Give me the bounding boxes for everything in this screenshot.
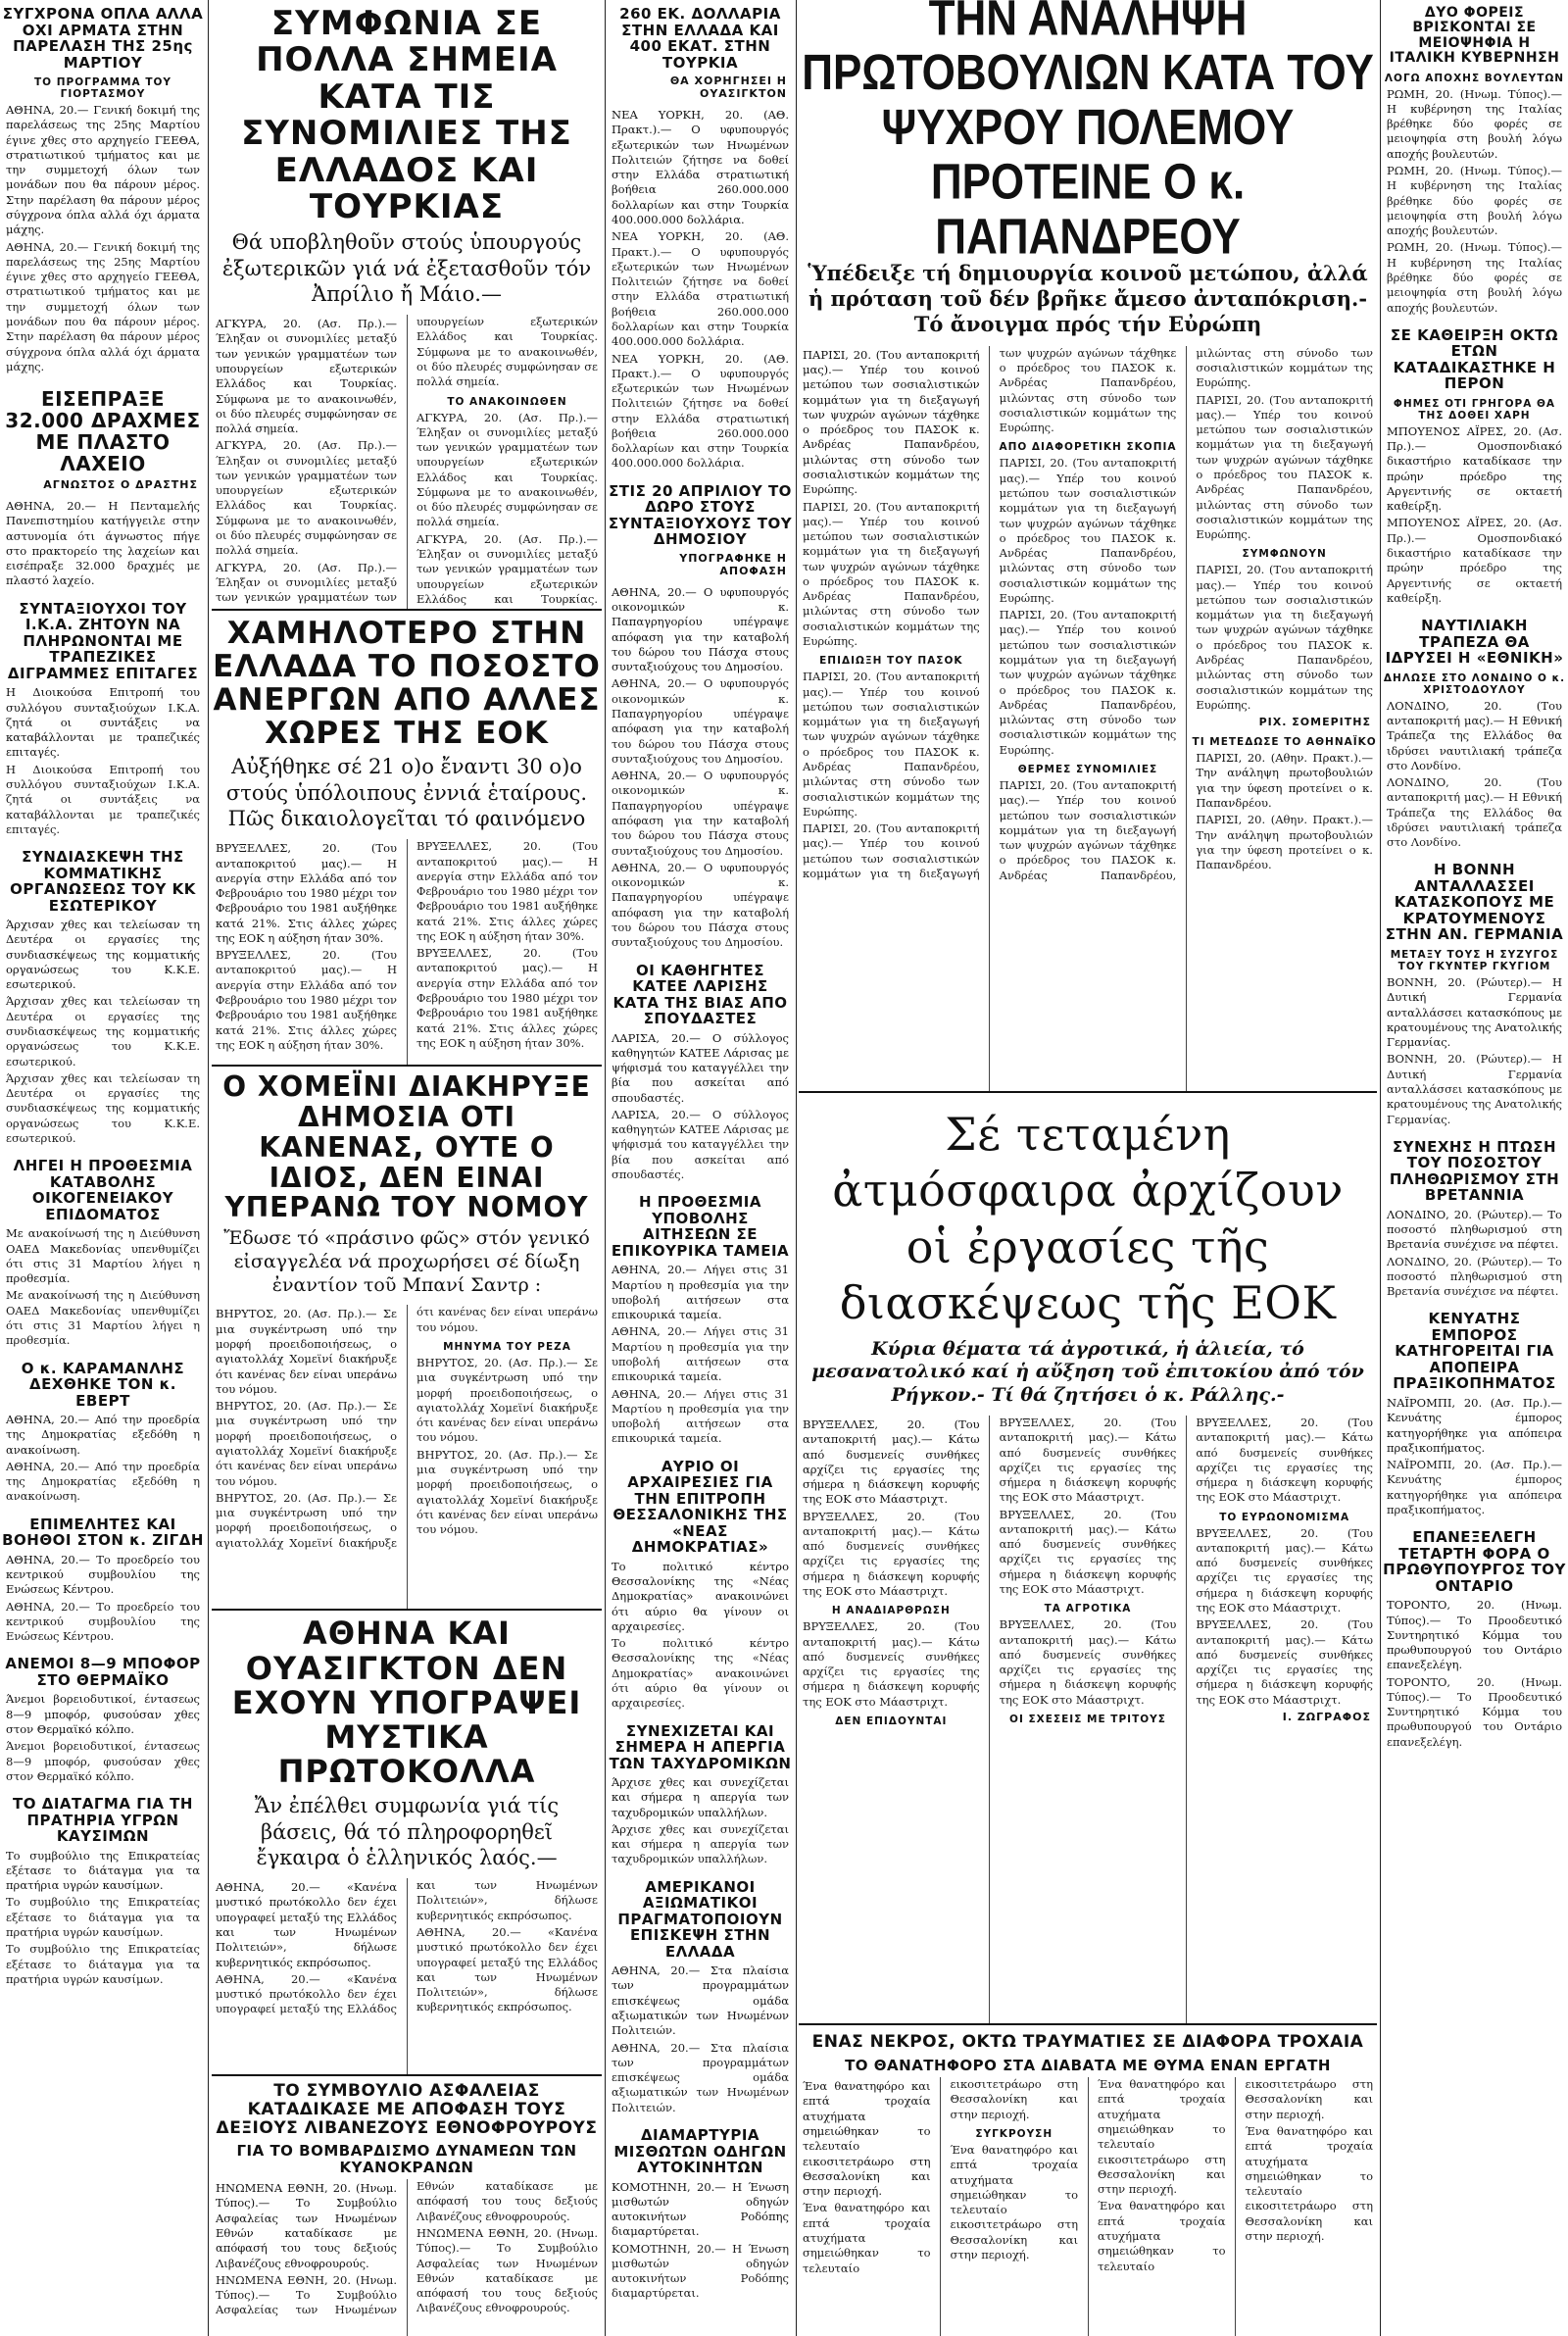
article-headline: ΝΑΥΤΙΛΙΑΚΗ ΤΡΑΠΕΖΑ ΘΑ ΙΔΡΥΣΕΙ Η «ΕΘΝΙΚΗ» xyxy=(1385,617,1564,668)
article-body: ΑΘΗΝΑ, 20.— Το προεδρείο του κεντρικού συμβουλίου της Ενώσεως Κέντρου. xyxy=(6,1599,200,1644)
section-heading: Η ΑΝΑΔΙΑΡΘΡΩΣΗ xyxy=(831,1605,951,1617)
article-headline: ΣΥΝΤΑΞΙΟΥΧΟΙ ΤΟΥ Ι.Κ.Α. ΖΗΤΟΥΝ ΝΑ ΠΛΗΡΩΝΟΝΤΑΙ ΜΕ ΤΡΑΠΕΖΙΚΕΣ ΔΙΓΡΑΜΜΕΣ ΕΠΙΤΑΓΕΣ xyxy=(7,599,199,682)
article-body: ΤΟΡΟΝΤΟ, 20. (Ηνωμ. Τύπος).— Το Προοδευτικό Συντηρητικό Κόμμα του πρωθυπουργού του Οντάριο επανεξελέγη. xyxy=(1387,1674,1562,1749)
article-body: ΒΟΝΝΗ, 20. (Ρώυτερ).— Η Δυτική Γερμανία ανταλλάσσει κατασκόπους με κρατουμένους της Ανατολικής Γερμανίας. xyxy=(1387,1052,1562,1126)
article-body: ΛΑΡΙΣΑ, 20.— Ο σύλλογος καθηγητών ΚΑΤΕΕ Λάρισας με ψήφισμά του καταγγέλλει την βία που ασκείται από σπουδαστές. xyxy=(612,1107,789,1182)
article-body: Άρχισε χθες και συνεχίζεται και σήμερα η απεργία των ταχυδρομικών υπαλλήλων. xyxy=(612,1821,789,1866)
third-column xyxy=(608,0,793,2336)
article-body: Ένα θανατηφόρο και επτά τροχαία ατυχήματα σημειώθηκαν το τελευταίο εικοσιτετράωρο στη Θεσσαλονίκη και στην περιοχή. xyxy=(1245,2123,1373,2243)
article-body: ΒΡΥΞΕΛΛΕΣ, 20. (Του ανταποκριτή μας).— Κάτω από δυσμενείς συνθήκες αρχίζει τις εργασίες της σήμερα η διάσκεψη κορυφής της ΕΟΚ στο Μάαστριχτ. xyxy=(999,1415,1177,1505)
article-body: ΠΑΡΙΣΙ, 20. (Του ανταποκριτή μας).— Υπέρ του κοινού μετώπου των σοσιαλιστικών κομμάτων για τη διεξαγωγή των ψυχρών αγώνων τάχθηκε ο πρόεδρος του ΠΑΣΟΚ κ. Ανδρέας Παπανδρέου, μιλώντας στη σύνοδο των σοσιαλιστικών κομμάτων της Ευρώπης. xyxy=(803,347,980,497)
article-headline: ΣΥΝΕΧΗΣ Η ΠΤΩΣΗ ΤΟΥ ΠΟΣΟΣΤΟΥ ΠΛΗΘΩΡΙΣΜΟΥ ΣΤΗ ΒΡΕΤΑΝΝΙΑ xyxy=(1389,1137,1560,1205)
article-body: Ένα θανατηφόρο και επτά τροχαία ατυχήματα σημειώθηκαν το τελευταίο εικοσιτετράωρο στη Θεσσαλονίκη και στην περιοχή. xyxy=(803,2079,931,2199)
article-body: ΑΘΗΝΑ, 20.— Ο υφυπουργός οικονομικών κ. Παπαγρηγορίου υπέγραψε απόφαση για την καταβολή του δώρου του Πάσχα στους συνταξιούχους του Δημοσίου. xyxy=(612,676,789,766)
article-headline: ΚΕΝΥΑΤΗΣ ΕΜΠΟΡΟΣ ΚΑΤΗΓΟΡΕΙΤΑΙ ΓΙΑ ΑΠΟΠΕΙΡΑ ΠΡΑΞΙΚΟΠΗΜΑΤΟΣ xyxy=(1393,1310,1556,1393)
section-heading: ΕΠΙΔΙΩΞΗ ΤΟΥ ΠΑΣΟΚ xyxy=(819,655,963,668)
article-body: ΑΘΗΝΑ, 20.— «Κανένα μυστικό πρωτόκολλο δεν έχει υπογραφεί μεταξύ της Ελλάδος και των Ηνωμένων Πολιτειών», δήλωσε κυβερνητικός εκπρόσωπος. xyxy=(416,1924,598,2014)
section-heading: ΟΙ ΣΧΕΣΕΙΣ ΜΕ ΤΡΙΤΟΥΣ xyxy=(1009,1714,1166,1726)
article-body: ΚΟΜΟΤΗΝΗ, 20.— Η Ένωση μισθωτών οδηγών αυτοκινήτων Ροδόπης διαμαρτύρεται. xyxy=(612,2241,789,2301)
article-headline: ΣΥΝΔΙΑΣΚΕΨΗ ΤΗΣ ΚΟΜΜΑΤΙΚΗΣ ΟΡΓΑΝΩΣΕΩΣ ΤΟΥ ΚΚ ΕΣΩΤΕΡΙΚΟΥ xyxy=(10,848,196,915)
article-headline: ΧΑΜΗΛΟΤΕΡΟ ΣΤΗΝ ΕΛΛΑΔΑ ΤΟ ΠΟΣΟΣΤΟ ΑΝΕΡΓΩΝ ΑΠΟ ΑΛΛΕΣ ΧΩΡΕΣ ΤΗΣ ΕΟΚ xyxy=(213,616,601,752)
article-body: ΒΡΥΞΕΛΛΕΣ, 20. (Του ανταποκριτή μας).— Κάτω από δυσμενείς συνθήκες αρχίζει τις εργασίες της σήμερα η διάσκεψη κορυφής της ΕΟΚ στο Μάαστριχτ. xyxy=(999,1617,1177,1707)
article-body: Το συμβούλιο της Επικρατείας εξέτασε το διάταγμα για τα πρατήρια υγρών καυσίμων. xyxy=(6,1942,200,1986)
article-body: ΑΘΗΝΑ, 20.— Στα πλαίσια των προγραμμάτων επισκέψεως ομάδα αξιωματικών των Ηνωμένων Πολιτειών. xyxy=(612,2040,789,2114)
article-body: ΛΟΝΔΙΝΟ, 20. (Του ανταποκριτή μας).— Η Εθνική Τράπεζα της Ελλάδος θα ιδρύσει ναυτιλιακή τράπεζα στο Λονδίνο. xyxy=(1387,698,1562,772)
section-rule xyxy=(212,1065,602,1067)
article-body: ΑΘΗΝΑ, 20.— Ο υφυπουργός οικονομικών κ. Παπαγρηγορίου υπέγραψε απόφαση για την καταβολή του δώρου του Πάσχα στους συνταξιούχους του Δημοσίου. xyxy=(612,860,789,950)
article-body: ΒΡΥΞΕΛΛΕΣ, 20. (Του ανταποκριτή μας).— Κάτω από δυσμενείς συνθήκες αρχίζει τις εργασίες της σήμερα η διάσκεψη κορυφής της ΕΟΚ στο Μάαστριχτ. xyxy=(1196,1415,1373,1505)
article-subhead: ΤΟ ΘΑΝΑΤΗΦΟΡΟ ΣΤΑ ΔΙΑΒΑΤΑ ΜΕ ΘΥΜΑ ΕΝΑΝ ΕΡΓΑΤΗ xyxy=(845,2056,1331,2074)
article-body: Ένα θανατηφόρο και επτά τροχαία ατυχήματα σημειώθηκαν το τελευταίο εικοσιτετράωρο στη Θεσσαλονίκη και στην περιοχή. xyxy=(950,2142,1078,2261)
article-body: Το πολιτικό κέντρο Θεσσαλονίκης της «Νέας Δημοκρατίας» ανακοινώνει ότι αύριο θα γίνουν οι αρχαιρεσίες. xyxy=(612,1636,789,1711)
article-body: Άνεμοι βορειοδυτικοί, έντασεως 8—9 μποφόρ, φυσούσαν χθες στον Θερμαϊκό κόλπο. xyxy=(6,1692,200,1736)
section-heading: ΤΑ ΑΓΡΟΤΙΚΑ xyxy=(1044,1603,1132,1615)
article-columns xyxy=(212,839,602,1065)
article-body: Με ανακοίνωσή της η Διεύθυνση ΟΑΕΔ Μακεδονίας υπενθυμίζει ότι στις 31 Μαρτίου λήγει η προθεσμία. xyxy=(6,1288,200,1348)
article-body: ΑΘΗΝΑ, 20.— Το προεδρείο του κεντρικού συμβουλίου της Ενώσεως Κέντρου. xyxy=(6,1552,200,1597)
column-rule xyxy=(208,0,209,2336)
article-body: ΑΘΗΝΑ, 20.— Η Πενταμελής Πανεπιστημίου κατήγγειλε στην αστυνομία ότι άγνωστος πήγε στο πρακτορείο της λαχείων και εισέπραξε 32.000 δραχμές με πλαστό λαχείο. xyxy=(6,499,200,588)
article-subhead: Αὐξήθηκε σέ 21 ο)ο ἔναντι 30 ο)ο στούς ὑπόλοιπους ἐννιά ἑταίρους. Πῶς δικαιολογεῖται τό φαινόμενο xyxy=(225,755,588,830)
article-body: ΠΑΡΙΣΙ, 20. (Του ανταποκριτή μας).— Υπέρ του κοινού μετώπου των σοσιαλιστικών κομμάτων για τη διεξαγωγή των ψυχρών αγώνων τάχθηκε ο πρόεδρος του ΠΑΣΟΚ κ. Ανδρέας Παπανδρέου, μιλώντας στη σύνοδο των σοσιαλιστικών κομμάτων της Ευρώπης. xyxy=(999,456,1177,605)
article-body: Ένα θανατηφόρο και επτά τροχαία ατυχήματα σημειώθηκαν το τελευταίο εικοσιτετράωρο στη Θεσσαλονίκη και στην περιοχή. xyxy=(1098,2077,1226,2197)
article-subhead: ΛΟΓΩ ΑΠΟΧΗΣ ΒΟΥΛΕΥΤΩΝ xyxy=(1384,72,1565,84)
article-body: Ένα θανατηφόρο και επτά τροχαία ατυχήματα σημειώθηκαν το τελευταίο εικοσιτετράωρο στη Θεσσαλονίκη και στην περιοχή. xyxy=(1098,2077,1373,2273)
article-body: ΚΟΜΟΤΗΝΗ, 20.— Η Ένωση μισθωτών οδηγών αυτοκινήτων Ροδόπης διαμαρτύρεται. xyxy=(612,2179,789,2239)
article-body: ΑΓΚΥΡΑ, 20. (Ασ. Πρ.).— Έληξαν οι συνομιλίες μεταξύ των γενικών γραμματέων των υπουργείων εξωτερικών Ελλάδος και Τουρκίας. Σύμφωνα με το ανακοινωθέν, οι δύο πλευρές συμφώνησαν σε πολλά σημεία. xyxy=(416,410,598,529)
article-body: Με ανακοίνωσή της η Διεύθυνση ΟΑΕΔ Μακεδονίας υπενθυμίζει ότι στις 31 Μαρτίου λήγει η προθεσμία. xyxy=(6,1226,200,1286)
article-body: ΜΠΟΥΕΝΟΣ ΑΪΡΕΣ, 20. (Ασ. Πρ.).— Ομοσπονδιακό δικαστήριο καταδίκασε την πρώην πρόεδρο της Αργεντινής σε οκταετή καθείρξη. xyxy=(1387,516,1562,605)
article-headline: 260 ΕΚ. ΔΟΛΛΑΡΙΑ ΣΤΗΝ ΕΛΛΑΔΑ ΚΑΙ 400 ΕΚΑΤ. ΣΤΗΝ ΤΟΥΡΚΙΑ xyxy=(619,5,781,72)
article-subhead: ΘΑ ΧΟΡΗΓΗΣΕΙ Η ΟΥΑΣΙΓΚΤΟΝ xyxy=(669,75,787,100)
article-body: ΑΘΗΝΑ, 20.— Στα πλαίσια των προγραμμάτων επισκέψεως ομάδα αξιωματικών των Ηνωμένων Πολιτειών. xyxy=(612,1963,789,2038)
article-body: ΛΟΝΔΙΝΟ, 20. (Του ανταποκριτή μας).— Η Εθνική Τράπεζα της Ελλάδος θα ιδρύσει ναυτιλιακή τράπεζα στο Λονδίνο. xyxy=(1387,775,1562,850)
article-body: ΛΑΡΙΣΑ, 20.— Ο σύλλογος καθηγητών ΚΑΤΕΕ Λάρισας με ψήφισμά του καταγγέλλει την βία που ασκείται από σπουδαστές. xyxy=(612,1030,789,1105)
article-columns xyxy=(212,2179,602,2336)
article-headline: Η ΠΡΟΘΕΣΜΙΑ ΥΠΟΒΟΛΗΣ ΑΙΤΗΣΕΩΝ ΣΕ ΕΠΙΚΟΥΡΙΚΑ ΤΑΜΕΙΑ xyxy=(611,1193,790,1260)
article-body: ΒΡΥΞΕΛΛΕΣ, 20. (Του ανταποκριτού μας).— Η ανεργία στην Ελλάδα από τον Φεβρουάριο του 1980 μέχρι τον Φεβρουάριο του 1981 αυξήθηκε κατά 21%. Στις άλλες χώρες της ΕΟΚ η αύξηση ήταν 30%. xyxy=(416,946,598,1050)
article-subhead: ΔΗΛΩΣΕ ΣΤΟ ΛΟΝΔΙΝΟ Ο κ. ΧΡΙΣΤΟΔΟΥΛΟΥ xyxy=(1383,671,1566,696)
second-column xyxy=(212,0,602,2336)
article-body: ΒΡΥΞΕΛΛΕΣ, 20. (Του ανταποκριτή μας).— Κάτω από δυσμενείς συνθήκες αρχίζει τις εργασίες της σήμερα η διάσκεψη κορυφής της ΕΟΚ στο Μάαστριχτ. xyxy=(999,1507,1177,1597)
article-body: ΑΘΗΝΑ, 20.— Ο υφυπουργός οικονομικών κ. Παπαγρηγορίου υπέγραψε απόφαση για την καταβολή του δώρου του Πάσχα στους συνταξιούχους του Δημοσίου. xyxy=(612,769,789,858)
article-headline: ΑΜΕΡΙΚΑΝΟΙ ΑΞΙΩΜΑΤΙΚΟΙ ΠΡΑΓΜΑΤΟΠΟΙΟΥΝ ΕΠΙΣΚΕΨΗ ΣΤΗΝ ΕΛΛΑΔΑ xyxy=(617,1877,783,1961)
article-body: Άρχισαν χθες και τελείωσαν τη Δευτέρα οι εργασίες της συνδιασκέψεως της κομματικής οργανώσεως του Κ.Κ.Ε. εσωτερικού. xyxy=(6,1070,200,1145)
section-rule xyxy=(799,1091,1377,1093)
article-body: ΑΘΗΝΑ, 20.— Λήγει στις 31 Μαρτίου η προθεσμία για την υποβολή αιτήσεων στα επικουρικά ταμεία. xyxy=(612,1263,789,1322)
article-body: ΒΡΥΞΕΛΛΕΣ, 20. (Του ανταποκριτού μας).— Η ανεργία στην Ελλάδα από τον Φεβρουάριο του 1980 μέχρι τον Φεβρουάριο του 1981 αυξήθηκε κατά 21%. Στις άλλες χώρες της ΕΟΚ η αύξηση ήταν 30%. xyxy=(216,841,397,945)
article-body: Άνεμοι βορειοδυτικοί, έντασεως 8—9 μποφόρ, φυσούσαν χθες στον Θερμαϊκό κόλπο. xyxy=(6,1739,200,1783)
article-body: ΑΘΗΝΑ, 20.— Λήγει στις 31 Μαρτίου η προθεσμία για την υποβολή αιτήσεων στα επικουρικά ταμεία. xyxy=(612,1386,789,1446)
article-body: ΗΝΩΜΕΝΑ ΕΘΝΗ, 20. (Ηνωμ. Τύπος).— Το Συμβούλιο Ασφαλείας των Ηνωμένων Εθνών καταδίκασε με απόφασή του τους δεξιούς Λιβανέζους εθνοφρουρούς. xyxy=(216,2179,598,2317)
article-body: ΒΗΡΥΤΟΣ, 20. (Ασ. Πρ.).— Σε μια συγκέντρωση υπό την μορφή προειδοποιήσεως, ο αγιατολλάχ Χομεϊνί διακήρυξε ότι κανένας δεν είναι υπεράνω του νόμου. xyxy=(216,1305,598,1550)
column-rule xyxy=(605,0,606,2336)
article-headline: ΤΟ ΔΙΑΤΑΓΜΑ ΓΙΑ ΤΗ ΠΡΑΤΗΡΙΑ ΥΓΡΩΝ ΚΑΥΣΙΜΩΝ xyxy=(13,1795,193,1846)
section-heading: ΑΠΟ ΔΙΑΦΟΡΕΤΙΚΗ ΣΚΟΠΙΑ xyxy=(999,441,1177,454)
article-body: Άρχισε χθες και συνεχίζεται και σήμερα η απεργία των ταχυδρομικών υπαλλήλων. xyxy=(612,1775,789,1819)
article-body: ΝΕΑ ΥΟΡΚΗ, 20. (ΑΘ. Πρακτ.).— Ο υφυπουργός εξωτερικών των Ηνωμένων Πολιτειών ζήτησε να δοθεί στην Ελλάδα στρατιωτική βοήθεια 260.000.000 δολλαρίων και στην Τουρκία 400.000.000 δολλάρια. xyxy=(612,351,789,471)
article-headline: ΣΤΙΣ 20 ΑΠΡΙΛΙΟΥ ΤΟ ΔΩΡΟ ΣΤΟΥΣ ΣΥΝΤΑΞΙΟΥΧΟΥΣ ΤΟΥ ΔΗΜΟΣΙΟΥ xyxy=(608,481,793,549)
article-headline: ΔΥΟ ΦΟΡΕΙΣ ΒΡΙΣΚΟΝΤΑΙ ΣΕ ΜΕΙΟΨΗΦΙΑ Η ΙΤΑΛΙΚΗ ΚΥΒΕΡΝΗΣΗ xyxy=(1389,5,1560,67)
article-body: ΡΩΜΗ, 20. (Ηνωμ. Τύπος).— Η κυβέρνηση της Ιταλίας βρέθηκε δύο φορές σε μειοψηφία στη βουλή λόγω αποχής βουλευτών. xyxy=(1387,86,1562,161)
article-body: ΡΩΜΗ, 20. (Ηνωμ. Τύπος).— Η κυβέρνηση της Ιταλίας βρέθηκε δύο φορές σε μειοψηφία στη βουλή λόγω αποχής βουλευτών. xyxy=(1387,240,1562,315)
byline: ΡΙΧ. ΣΟΜΕΡΙΤΗΣ xyxy=(1258,716,1371,729)
article-body: ΒΟΝΝΗ, 20. (Ρώυτερ).— Η Δυτική Γερμανία ανταλλάσσει κατασκόπους με κρατουμένους της Ανατολικής Γερμανίας. xyxy=(1387,974,1562,1050)
article-body: ΤΟΡΟΝΤΟ, 20. (Ηνωμ. Τύπος).— Το Προοδευτικό Συντηρητικό Κόμμα του πρωθυπουργού του Οντάριο επανεξελέγη. xyxy=(1387,1598,1562,1672)
article-body: ΒΗΡΥΤΟΣ, 20. (Ασ. Πρ.).— Σε μια συγκέντρωση υπό την μορφή προειδοποιήσεως, ο αγιατολλάχ Χομεϊνί διακήρυξε ότι κανένας δεν είναι υπεράνω του νόμου. xyxy=(416,1447,598,1537)
article-body: Η Διοικούσα Επιτροπή του συλλόγου συνταξιούχων Ι.Κ.Α. ζητά οι συντάξεις να καταβάλλονται με τραπεζικές επιταγές. xyxy=(6,685,200,760)
article-body: ΛΟΝΔΙΝΟ, 20. (Ρώυτερ).— Το ποσοστό πληθωρισμού στη Βρετανία συνέχισε να πέφτει. xyxy=(1387,1254,1562,1299)
article-headline: ΕΠΑΝΕΞΕΛΕΓΗ ΤΕΤΑΡΤΗ ΦΟΡΑ Ο ΠΡΩΘΥΠΟΥΡΓΟΣ ΤΟΥ ΟΝΤΑΡΙΟ xyxy=(1383,1528,1566,1595)
article-headline: ΑΘΗΝΑ ΚΑΙ ΟΥΑΣΙΓΚΤΟΝ ΔΕΝ ΕΧΟΥΝ ΥΠΟΓΡΑΨΕΙ ΜΥΣΤΙΚΑ ΠΡΩΤΟΚΟΛΛΑ xyxy=(231,1615,582,1791)
article-headline: ΑΝΕΜΟΙ 8—9 ΜΠΟΦΟΡ ΣΤΟ ΘΕΡΜΑΪΚΟ xyxy=(5,1655,201,1689)
article-subhead: ΤΟ ΠΡΟΓΡΑΜΜΑ ΤΟΥ ΓΙΟΡΤΑΣΜΟΥ xyxy=(33,76,172,100)
article-body: ΑΘΗΝΑ, 20.— Γενική δοκιμή της παρελάσεως της 25ης Μαρτίου έγινε χθες στο αρχηγείο ΓΕΕΘΑ, στρατιωτικού τμήματος και με την συμμετοχή όλων των μονάδων που θα πάρουν μέρος. Στην παρέλαση θα πάρουν μέρος σύγχρονα όπλα αλλά όχι άρματα μάχης. xyxy=(6,103,200,237)
article-body: ΝΕΑ ΥΟΡΚΗ, 20. (ΑΘ. Πρακτ.).— Ο υφυπουργός εξωτερικών των Ηνωμένων Πολιτειών ζήτησε να δοθεί στην Ελλάδα στρατιωτική βοήθεια 260.000.000 δολλαρίων και στην Τουρκία 400.000.000 δολλάρια. xyxy=(612,108,789,226)
section-rule xyxy=(799,2023,1377,2025)
byline: Ι. ΖΩΓΡΑΦΟΣ xyxy=(1282,1711,1371,1724)
article-body: ΠΑΡΙΣΙ, 20. (Του ανταποκριτή μας).— Υπέρ του κοινού μετώπου των σοσιαλιστικών κομμάτων για τη διεξαγωγή των ψυχρών αγώνων τάχθηκε ο πρόεδρος του ΠΑΣΟΚ κ. Ανδρέας Παπανδρέου, μιλώντας στη σύνοδο των σοσιαλιστικών κομμάτων της Ευρώπης. xyxy=(803,670,980,819)
article-body: ΑΘΗΝΑ, 20.— «Κανένα μυστικό πρωτόκολλο δεν έχει υπογραφεί μεταξύ της Ελλάδος και των Ηνωμένων Πολιτειών», δήλωσε κυβερνητικός εκπρόσωπος. xyxy=(216,1878,598,2016)
article-headline: ΕΝΑΣ ΝΕΚΡΟΣ, ΟΚΤΩ ΤΡΑΥΜΑΤΙΕΣ ΣΕ ΔΙΑΦΟΡΑ ΤΡΟΧΑΙΑ xyxy=(811,2031,1364,2052)
article-subhead: Ἄν ἐπέλθει συμφωνία γιά τίς βάσεις, θά τό πληροφορηθεῖ ἔγκαιρα ὁ ἑλληνικός λαός.— xyxy=(254,1794,560,1869)
article-headline: Ο κ. ΚΑΡΑΜΑΝΛΗΣ ΔΕΧΘΗΚΕ ΤΟΝ κ. ΕΒΕΡΤ xyxy=(21,1359,185,1410)
article-body: ΠΑΡΙΣΙ, 20. (Του ανταποκριτή μας).— Υπέρ του κοινού μετώπου των σοσιαλιστικών κομμάτων για τη διεξαγωγή των ψυχρών αγώνων τάχθηκε ο πρόεδρος του ΠΑΣΟΚ κ. Ανδρέας Παπανδρέου, μιλώντας στη σύνοδο των σοσιαλιστικών κομμάτων της Ευρώπης. xyxy=(999,345,1373,882)
article-body: Άρχισαν χθες και τελείωσαν τη Δευτέρα οι εργασίες της συνδιασκέψεως της κομματικής οργανώσεως του Κ.Κ.Ε. εσωτερικού. xyxy=(6,994,200,1069)
article-body: ΠΑΡΙΣΙ, 20. (Αθην. Πρακτ.).— Την ανάληψη πρωτοβουλιών για την ύφεση προτείνει ο κ. Παπανδρέου. xyxy=(1196,813,1373,872)
article-headline: ΟΙ ΚΑΘΗΓΗΤΕΣ ΚΑΤΕΕ ΛΑΡΙΣΗΣ ΚΑΤΑ ΤΗΣ ΒΙΑΣ ΑΠΟ ΣΠΟΥΔΑΣΤΕΣ xyxy=(612,961,788,1027)
article-body: ΠΑΡΙΣΙ, 20. (Αθην. Πρακτ.).— Την ανάληψη πρωτοβουλιών για την ύφεση προτείνει ο κ. Παπανδρέου. xyxy=(1196,751,1373,811)
lead-headline: ΤΗΝ ΑΝΑΛΗΨΗ ΠΡΩΤΟΒΟΥΛΙΩΝ ΚΑΤΑ ΤΟΥ ΨΥΧΡΟΥ ΠΟΛΕΜΟΥ ΠΡΟΤΕΙΝΕ Ο κ. ΠΑΠΑΝΔΡΕΟΥ xyxy=(802,0,1374,265)
article-subhead: Ἔδωσε τό «πράσινο φῶς» στόν γενικό εἰσαγγελέα νά προχωρήσει σέ δίωξη ἐναντίον τοῦ Μπανί Σαντρ : xyxy=(223,1227,590,1296)
article-body: ΒΡΥΞΕΛΛΕΣ, 20. (Του ανταποκριτή μας).— Κάτω από δυσμενείς συνθήκες αρχίζει τις εργασίες της σήμερα η διάσκεψη κορυφής της ΕΟΚ στο Μάαστριχτ. xyxy=(803,1509,980,1599)
article-body: ΒΡΥΞΕΛΛΕΣ, 20. (Του ανταποκριτή μας).— Κάτω από δυσμενείς συνθήκες αρχίζει τις εργασίες της σήμερα η διάσκεψη κορυφής της ΕΟΚ στο Μάαστριχτ. xyxy=(1196,1525,1373,1615)
article-headline: ΣΥΓΧΡΟΝΑ ΟΠΛΑ ΑΛΛΑ ΟΧΙ ΑΡΜΑΤΑ ΣΤΗΝ ΠΑΡΕΛΑΣΗ ΤΗΣ 25ης ΜΑΡΤΙΟΥ xyxy=(2,5,204,72)
article-body: ΒΗΡΥΤΟΣ, 20. (Ασ. Πρ.).— Σε μια συγκέντρωση υπό την μορφή προειδοποιήσεως, ο αγιατολλάχ Χομεϊνί διακήρυξε ότι κανένας δεν είναι υπεράνω του νόμου. xyxy=(216,1399,397,1488)
article-body: ΒΡΥΞΕΛΛΕΣ, 20. (Του ανταποκριτού μας).— Η ανεργία στην Ελλάδα από τον Φεβρουάριο του 1980 μέχρι τον Φεβρουάριο του 1981 αυξήθηκε κατά 21%. Στις άλλες χώρες της ΕΟΚ η αύξηση ήταν 30%. xyxy=(416,839,598,943)
article-body: ΒΡΥΞΕΛΛΕΣ, 20. (Του ανταποκριτού μας).— Η ανεργία στην Ελλάδα από τον Φεβρουάριο του 1980 μέχρι τον Φεβρουάριο του 1981 αυξήθηκε κατά 21%. Στις άλλες χώρες της ΕΟΚ η αύξηση ήταν 30%. xyxy=(216,948,397,1052)
article-body: ΗΝΩΜΕΝΑ ΕΘΝΗ, 20. (Ηνωμ. Τύπος).— Το Συμβούλιο Ασφαλείας των Ηνωμένων Εθνών καταδίκασε με απόφασή του τους δεξιούς Λιβανέζους εθνοφρουρούς. xyxy=(416,2226,598,2315)
article-headline: ΣΥΝΕΧΙΖΕΤΑΙ ΚΑΙ ΣΗΜΕΡΑ Η ΑΠΕΡΓΙΑ ΤΩΝ ΤΑΧΥΔΡΟΜΙΚΩΝ xyxy=(609,1721,792,1772)
article-body: ΑΘΗΝΑ, 20.— Από την προεδρία της Δημοκρατίας εξεδόθη η ανακοίνωση. xyxy=(6,1459,200,1504)
article-headline: Ο ΧΟΜΕΪΝΙ ΔΙΑΚΗΡΥΞΕ ΔΗΜΟΣΙΑ ΟΤΙ ΚΑΝΕΝΑΣ, ΟΥΤΕ Ο ΙΔΙΟΣ, ΔΕΝ ΕΙΝΑΙ ΥΠΕΡΑΝΩ ΤΟΥ ΝΟΜΟΥ xyxy=(222,1070,591,1224)
section-heading: ΤΟ ΕΥΡΩΟΝΟΜΙΣΜΑ xyxy=(1219,1511,1350,1523)
article-body: ΝΑΪΡΟΜΠΙ, 20. (Ασ. Πρ.).— Κενυάτης έμπορος κατηγορήθηκε για απόπειρα πραξικοπήματος. xyxy=(1387,1395,1562,1455)
article-body: ΠΑΡΙΣΙ, 20. (Του ανταποκριτή μας).— Υπέρ του κοινού μετώπου των σοσιαλιστικών κομμάτων για τη διεξαγωγή των ψυχρών αγώνων τάχθηκε ο πρόεδρος του ΠΑΣΟΚ κ. Ανδρέας Παπανδρέου, μιλώντας στη σύνοδο των σοσιαλιστικών κομμάτων της Ευρώπης. xyxy=(999,608,1177,757)
article-body: ΠΑΡΙΣΙ, 20. (Του ανταποκριτή μας).— Υπέρ του κοινού μετώπου των σοσιαλιστικών κομμάτων για τη διεξαγωγή των ψυχρών αγώνων τάχθηκε ο πρόεδρος του ΠΑΣΟΚ κ. Ανδρέας Παπανδρέου, μιλώντας στη σύνοδο των σοσιαλιστικών κομμάτων της Ευρώπης. xyxy=(1196,392,1373,542)
accident-columns xyxy=(799,2077,1377,2336)
article-body: ΒΡΥΞΕΛΛΕΣ, 20. (Του ανταποκριτή μας).— Κάτω από δυσμενείς συνθήκες αρχίζει τις εργασίες της σήμερα η διάσκεψη κορυφής της ΕΟΚ στο Μάαστριχτ. xyxy=(1196,1617,1373,1707)
article-body: Η Διοικούσα Επιτροπή του συλλόγου συνταξιούχων Ι.Κ.Α. ζητά οι συντάξεις να καταβάλλονται με τραπεζικές επιταγές. xyxy=(6,762,200,836)
article-body: ΜΠΟΥΕΝΟΣ ΑΪΡΕΣ, 20. (Ασ. Πρ.).— Ομοσπονδιακό δικαστήριο καταδίκασε την πρώην πρόεδρο της Αργεντινής σε οκταετή καθείρξη. xyxy=(1387,423,1562,514)
section-rule xyxy=(212,609,602,611)
article-subhead: ΑΓΝΩΣΤΟΣ Ο ΔΡΑΣΤΗΣ xyxy=(43,478,198,492)
section-heading: ΜΗΝΥΜΑ ΤΟΥ ΡΕΖΑ xyxy=(443,1341,571,1354)
article-body: Το συμβούλιο της Επικρατείας εξέτασε το διάταγμα για τα πρατήρια υγρών καυσίμων. xyxy=(6,1895,200,1939)
article-body: ΒΗΡΥΤΟΣ, 20. (Ασ. Πρ.).— Σε μια συγκέντρωση υπό την μορφή προειδοποιήσεως, ο αγιατολλάχ Χομεϊνί διακήρυξε ότι κανένας δεν είναι υπεράνω του νόμου. xyxy=(216,1307,397,1396)
article-subhead: Θά υποβληθοῦν στούς ὑπουργούς ἐξωτερικῶν γιά νά ἐξετασθοῦν τόν Ἀπρίλιο ἤ Μάιο.— xyxy=(221,230,592,306)
section-heading: ΣΥΓΚΡΟΥΣΗ xyxy=(975,2127,1054,2140)
article-headline: ΕΙΣΕΠΡΑΞΕ 32.000 ΔΡΑΧΜΕΣ ΜΕ ΠΛΑΣΤΟ ΛΑΧΕΙΟ xyxy=(5,387,201,476)
article-headline: ΛΗΓΕΙ Η ΠΡΟΘΕΣΜΙΑ ΚΑΤΑΒΟΛΗΣ ΟΙΚΟΓΕΝΕΙΑΚΟΥ ΕΠΙΔΟΜΑΤΟΣ xyxy=(13,1157,193,1223)
article-body: ΑΓΚΥΡΑ, 20. (Ασ. Πρ.).— Έληξαν οι συνομιλίες μεταξύ των γενικών γραμματέων των υπουργείων εξωτερικών Ελλάδος και Τουρκίας. Σύμφωνα με το ανακοινωθέν, οι δύο πλευρές συμφώνησαν σε πολλά σημεία. xyxy=(216,317,397,436)
article-subhead: ΦΗΜΕΣ ΟΤΙ ΓΡΗΓΟΡΑ ΘΑ ΤΗΣ ΔΟΘΕΙ ΧΑΡΗ xyxy=(1393,397,1556,422)
article-columns xyxy=(212,1305,602,1609)
article-subhead: ΓΙΑ ΤΟ ΒΟΜΒΑΡΔΙΣΜΟ ΔΥΝΑΜΕΩΝ ΤΩΝ ΚΥΑΝΟΚΡΑΝΩΝ xyxy=(236,2142,577,2176)
article-body: ΑΘΗΝΑ, 20.— Ο υφυπουργός οικονομικών κ. Παπαγρηγορίου υπέγραψε απόφαση για την καταβολή του δώρου του Πάσχα στους συνταξιούχους του Δημοσίου. xyxy=(612,584,789,674)
article-body: ΠΑΡΙΣΙ, 20. (Του ανταποκριτή μας).— Υπέρ του κοινού μετώπου των σοσιαλιστικών κομμάτων για τη διεξαγωγή των ψυχρών αγώνων τάχθηκε ο πρόεδρος του ΠΑΣΟΚ κ. Ανδρέας Παπανδρέου, μιλώντας στη σύνοδο των σοσιαλιστικών κομμάτων της Ευρώπης. xyxy=(1196,563,1373,712)
article-body: Το συμβούλιο της Επικρατείας εξέτασε το διάταγμα για τα πρατήρια υγρών καυσίμων. xyxy=(6,1848,200,1893)
section-heading: ΤΟ ΑΝΑΚΟΙΝΩΘΕΝ xyxy=(447,395,567,408)
article-subhead: ΜΕΤΑΞΥ ΤΟΥΣ Η ΣΥΖΥΓΟΣ ΤΟΥ ΓΚΥΝΤΕΡ ΓΚΥΓΙΟΜ xyxy=(1390,948,1559,972)
section-heading: ΔΕΝ ΕΠΙΔΟΥΝΤΑΙ xyxy=(835,1715,948,1728)
article-body: ΝΑΪΡΟΜΠΙ, 20. (Ασ. Πρ.).— Κενυάτης έμπορος κατηγορήθηκε για απόπειρα πραξικοπήματος. xyxy=(1387,1458,1562,1516)
article-body: Ένα θανατηφόρο και επτά τροχαία ατυχήματα σημειώθηκαν το τελευταίο εικοσιτετράωρο στη Θεσσαλονίκη και στην περιοχή. xyxy=(803,2077,1078,2275)
article-body: ΑΓΚΥΡΑ, 20. (Ασ. Πρ.).— Έληξαν οι συνομιλίες μεταξύ των γενικών γραμματέων των υπουργείων εξωτερικών Ελλάδος και Τουρκίας. Σύμφωνα με το ανακοινωθέν, οι δύο πλευρές συμφώνησαν σε πολλά σημεία. xyxy=(216,438,397,558)
eok-subhead: Κύρια θέματα τά ἀγροτικά, ἡ ἁλιεία, τό μεσανατολικό καί ἡ αὔξηση τοῦ ἐπιτοκίου ἀπό τόν Ρήγκον.- Τί θά ζητήσει ὁ κ. Ράλλης.- xyxy=(811,1337,1364,1407)
article-body: ΒΗΡΥΤΟΣ, 20. (Ασ. Πρ.).— Σε μια συγκέντρωση υπό την μορφή προειδοποιήσεως, ο αγιατολλάχ Χομεϊνί διακήρυξε ότι κανένας δεν είναι υπεράνω του νόμου. xyxy=(416,1356,598,1445)
article-body: ΑΓΚΥΡΑ, 20. (Ασ. Πρ.).— Έληξαν οι συνομιλίες μεταξύ των γενικών γραμματέων των υπουργείων εξωτερικών Ελλάδος και Τουρκίας. Σύμφωνα με το ανακοινωθέν, οι δύο πλευρές συμφώνησαν σε πολλά σημεία. xyxy=(216,315,598,605)
eok-columns xyxy=(799,1416,1377,2023)
article-headline: ΣΥΜΦΩΝΙΑ ΣΕ ΠΟΛΛΑ ΣΗΜΕΙΑ ΚΑΤΑ ΤΙΣ ΣΥΝΟΜΙΛΙΕΣ ΤΗΣ ΕΛΛΑΔΟΣ ΚΑΙ ΤΟΥΡΚΙΑΣ xyxy=(241,4,572,226)
article-headline: ΕΠΙΜΕΛΗΤΕΣ ΚΑΙ ΒΟΗΘΟΙ ΣΤΟΝ κ. ΖΙΓΔΗ xyxy=(2,1515,204,1550)
article-body: ΑΘΗΝΑ, 20.— «Κανένα μυστικό πρωτόκολλο δεν έχει υπογραφεί μεταξύ της Ελλάδος και των Ηνωμένων Πολιτειών», δήλωσε κυβερνητικός εκπρόσωπος. xyxy=(216,1880,397,1969)
main-area xyxy=(799,0,1377,2336)
article-body: ΠΑΡΙΣΙ, 20. (Του ανταποκριτή μας).— Υπέρ του κοινού μετώπου των σοσιαλιστικών κομμάτων για τη διεξαγωγή των ψυχρών αγώνων τάχθηκε ο πρόεδρος του ΠΑΣΟΚ κ. Ανδρέας Παπανδρέου, μιλώντας στη σύνοδο των σοσιαλιστικών κομμάτων της Ευρώπης. xyxy=(803,345,1177,880)
lead-subhead: Ὑπέδειξε τή δημιουργία κοινοῦ μετώπου, ἀλλά ἡ πρόταση τοῦ δέν βρῆκε ἄμεσο ἀνταπόκριση.-Τό ἄνοιγμα πρός τήν Εὐρώπη xyxy=(808,260,1368,337)
left-column xyxy=(2,0,204,2336)
article-headline: ΑΥΡΙΟ ΟΙ ΑΡΧΑΙΡΕΣΙΕΣ ΓΙΑ ΤΗΝ ΕΠΙΤΡΟΠΗ ΘΕΣΣΑΛΟΝΙΚΗΣ ΤΗΣ «ΝΕΑΣ ΔΗΜΟΚΡΑΤΙΑΣ» xyxy=(612,1457,788,1557)
article-body: ΑΓΚΥΡΑ, 20. (Ασ. Πρ.).— Έληξαν οι συνομιλίες μεταξύ των γενικών γραμματέων των υπουργείων εξωτερικών Ελλάδος και Τουρκίας. xyxy=(416,531,598,606)
article-body: ΒΡΥΞΕΛΛΕΣ, 20. (Του ανταποκριτή μας).— Κάτω από δυσμενείς συνθήκες αρχίζει τις εργασίες της σήμερα η διάσκεψη κορυφής της ΕΟΚ στο Μάαστριχτ. xyxy=(803,1619,980,1709)
article-subhead: ΥΠΟΓΡΑΦΗΚΕ Η ΑΠΟΦΑΣΗ xyxy=(679,551,787,577)
eok-headline: Σέ τεταμένη ἀτμόσφαιρα ἀρχίζουν οἱ ἐργασίες τῆς διασκέψεως τῆς ΕΟΚ xyxy=(832,1107,1344,1330)
section-heading: ΤΙ ΜΕΤΕΔΩΣΕ ΤΟ ΑΘΗΝΑΪΚΟ xyxy=(1192,736,1377,749)
article-columns xyxy=(212,1878,602,2074)
article-body: ΠΑΡΙΣΙ, 20. (Του ανταποκριτή μας).— Υπέρ του κοινού μετώπου των σοσιαλιστικών κομμάτων για τη διεξαγωγή των ψυχρών αγώνων τάχθηκε ο πρόεδρος του ΠΑΣΟΚ κ. Ανδρέας Παπανδρέου, μιλώντας στη σύνοδο των σοσιαλιστικών κομμάτων της Ευρώπης. xyxy=(803,499,980,649)
article-headline: ΤΟ ΣΥΜΒΟΥΛΙΟ ΑΣΦΑΛΕΙΑΣ ΚΑΤΑΔΙΚΑΣΕ ΜΕ ΑΠΟΦΑΣΗ ΤΟΥΣ ΔΕΞΙΟΥΣ ΛΙΒΑΝΕΖΟΥΣ ΕΘΝΟΦΡΟΥΡΟΥΣ xyxy=(216,2081,598,2138)
section-heading: ΘΕΡΜΕΣ ΣΥΝΟΜΙΛΙΕΣ xyxy=(1017,764,1158,776)
article-headline: ΔΙΑΜΑΡΤΥΡΙΑ ΜΙΣΘΩΤΩΝ ΟΔΗΓΩΝ ΑΥΤΟΚΙΝΗΤΩΝ xyxy=(613,2126,787,2176)
article-body: Το πολιτικό κέντρο Θεσσαλονίκης της «Νέας Δημοκρατίας» ανακοινώνει ότι αύριο θα γίνουν οι αρχαιρεσίες. xyxy=(612,1559,789,1633)
section-heading: ΣΥΜΦΩΝΟΥΝ xyxy=(1242,548,1327,561)
article-body: ΡΩΜΗ, 20. (Ηνωμ. Τύπος).— Η κυβέρνηση της Ιταλίας βρέθηκε δύο φορές σε μειοψηφία στη βουλή λόγω αποχής βουλευτών. xyxy=(1387,163,1562,238)
article-body: ΑΘΗΝΑ, 20.— Λήγει στις 31 Μαρτίου η προθεσμία για την υποβολή αιτήσεων στα επικουρικά ταμεία. xyxy=(612,1324,789,1384)
article-body: ΛΟΝΔΙΝΟ, 20. (Ρώυτερ).— Το ποσοστό πληθωρισμού στη Βρετανία συνέχισε να πέφτει. xyxy=(1387,1207,1562,1252)
article-body: ΑΘΗΝΑ, 20.— Γενική δοκιμή της παρελάσεως της 25ης Μαρτίου έγινε χθες στο αρχηγείο ΓΕΕΘΑ, στρατιωτικού τμήματος και με την συμμετοχή όλων των μονάδων που θα πάρουν μέρος. Στην παρέλαση θα πάρουν μέρος σύγχρονα όπλα αλλά όχι άρματα μάχης. xyxy=(6,239,200,373)
article-headline: Η ΒΟΝΝΗ ΑΝΤΑΛΛΑΣΣΕΙ ΚΑΤΑΣΚΟΠΟΥΣ ΜΕ ΚΡΑΤΟΥΜΕΝΟΥΣ ΣΤΗΝ ΑΝ. ΓΕΡΜΑΝΙΑ xyxy=(1385,861,1564,944)
article-columns xyxy=(212,315,602,609)
right-column xyxy=(1383,0,1566,2336)
article-body: ΗΝΩΜΕΝΑ ΕΘΝΗ, 20. (Ηνωμ. Τύπος).— Το Συμβούλιο Ασφαλείας των Ηνωμένων Εθνών καταδίκασε με απόφασή του τους δεξιούς Λιβανέζους εθνοφρουρούς. xyxy=(216,2181,397,2270)
article-body: ΝΕΑ ΥΟΡΚΗ, 20. (ΑΘ. Πρακτ.).— Ο υφυπουργός εξωτερικών των Ηνωμένων Πολιτειών ζήτησε να δοθεί στην Ελλάδα στρατιωτική βοήθεια 260.000.000 δολλαρίων και στην Τουρκία 400.000.000 δολλάρια. xyxy=(612,229,789,349)
section-rule xyxy=(212,1609,602,1611)
section-rule xyxy=(212,2074,602,2076)
article-body: Άρχισαν χθες και τελείωσαν τη Δευτέρα οι εργασίες της συνδιασκέψεως της κομματικής οργανώσεως του Κ.Κ.Ε. εσωτερικού. xyxy=(6,918,200,992)
lead-columns xyxy=(799,346,1377,1091)
article-body: ΑΘΗΝΑ, 20.— Από την προεδρία της Δημοκρατίας εξεδόθη η ανακοίνωση. xyxy=(6,1413,200,1457)
article-headline: ΣΕ ΚΑΘΕΙΡΞΗ ΟΚΤΩ ΕΤΩΝ ΚΑΤΑΔΙΚΑΣΤΗΚΕ Η ΠΕΡΟΝ xyxy=(1390,325,1559,393)
column-rule xyxy=(796,0,797,2336)
article-body: ΒΡΥΞΕΛΛΕΣ, 20. (Του ανταποκριτή μας).— Κάτω από δυσμενείς συνθήκες αρχίζει τις εργασίες της σήμερα η διάσκεψη κορυφής της ΕΟΚ στο Μάαστριχτ. xyxy=(803,1417,980,1507)
column-rule xyxy=(1380,0,1381,2336)
